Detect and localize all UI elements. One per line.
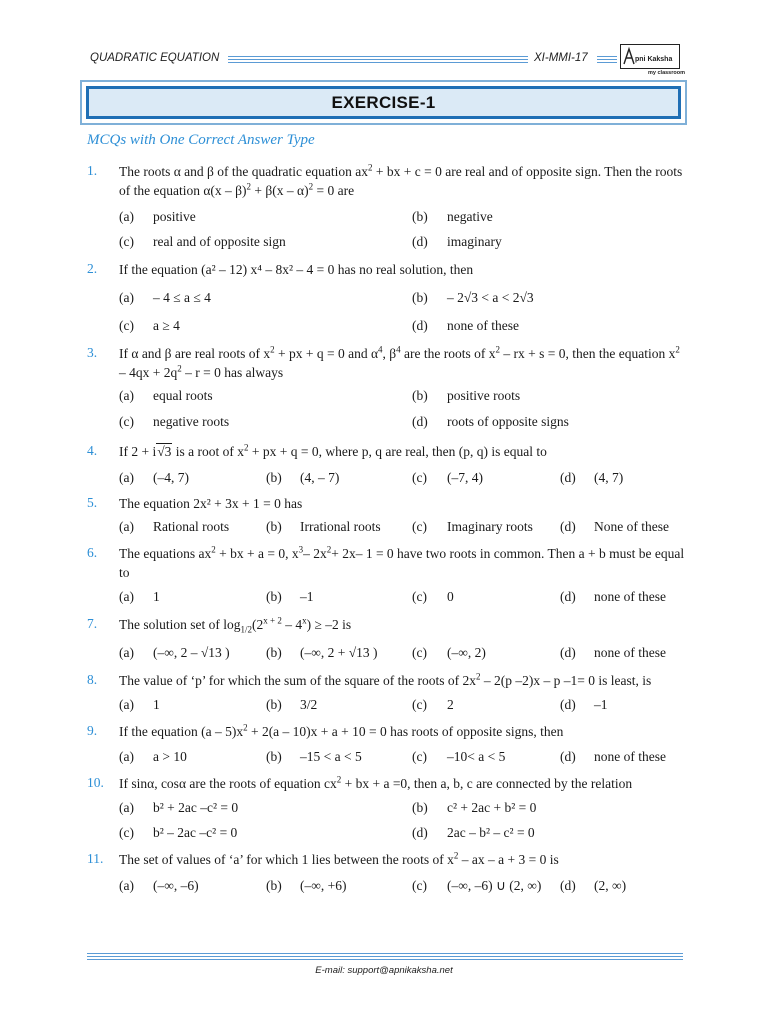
option-text: (–∞, 2 + √13 )	[300, 645, 378, 660]
question-text: The set of values of ‘a’ for which 1 lies between the roots of $x^2$ – ax – a + 3 = 0 is	[119, 850, 559, 867]
option-label: (b)	[412, 800, 428, 815]
option-label: (b)	[412, 209, 428, 224]
option-label: (c)	[119, 825, 134, 840]
option-label: (a)	[119, 878, 134, 893]
question-number: 11.	[87, 851, 104, 866]
question-text: If α and β are real roots of $x^2$ + px + q = 0 and $\alpha^4$, $\beta^4$ are the roots of $x^2$ – rx + s = 0, then the equation $x^2 - 4qx + 2q^2 - r = 0$ has always	[119, 344, 680, 380]
option-text: Irrational roots	[300, 519, 381, 534]
header-rule-short	[597, 56, 617, 65]
option-text: (–∞, –6) ∪ (2, ∞)	[447, 878, 542, 893]
question-number: 4.	[87, 443, 98, 458]
option-text: 1	[153, 697, 160, 712]
option-label: (d)	[560, 878, 576, 893]
question-text: The roots α and β of the quadratic equation $ax^2$ + bx + c = 0 are real and of opposite sign. Then the roots of the equation α(x – β)$^2$ + β(x – α)$^2$ = 0 are	[119, 162, 683, 198]
option-text: b² + 2ac –c² = 0	[153, 800, 239, 815]
option-text: roots of opposite signs	[447, 414, 569, 429]
option-label: (a)	[119, 749, 134, 764]
option-text: 2ac – b² – c² = 0	[447, 825, 535, 840]
question-number: 2.	[87, 261, 98, 276]
option-label: (c)	[412, 589, 427, 604]
option-text: b² – 2ac –c² = 0	[153, 825, 238, 840]
option-text: –15 < a < 5	[300, 749, 362, 764]
option-text: none of these	[594, 645, 666, 660]
question-text: If sinα, cosα are the roots of equation $cx^2$ + bx + a =0, then a, b, c are connected by the relation	[119, 774, 633, 791]
option-text: 3/2	[300, 697, 318, 712]
option-text: (2, ∞)	[594, 878, 627, 893]
option-label: (d)	[560, 645, 576, 660]
svg-text:pni Kaksha: pni Kaksha	[635, 56, 673, 63]
question-number: 5.	[87, 495, 98, 510]
option-text: none of these	[594, 589, 666, 604]
option-label: (b)	[266, 878, 282, 893]
option-text: equal roots	[153, 388, 213, 403]
option-text: – 2√3 < a < 2√3	[447, 290, 534, 305]
option-label: (a)	[119, 800, 134, 815]
question-number: 1.	[87, 163, 98, 178]
option-text: –1	[300, 589, 314, 604]
option-text: negative roots	[153, 414, 230, 429]
option-label: (d)	[560, 697, 576, 712]
option-text: (–4, 7)	[153, 470, 189, 485]
option-text: none of these	[447, 318, 519, 333]
option-text: negative	[447, 209, 493, 224]
option-label: (c)	[119, 414, 134, 429]
option-label: (a)	[119, 209, 134, 224]
option-label: (a)	[119, 470, 134, 485]
question-number: 8.	[87, 672, 98, 687]
option-text: (–7, 4)	[447, 470, 483, 485]
option-label: (a)	[119, 589, 134, 604]
option-text: – 4 ≤ a ≤ 4	[153, 290, 211, 305]
option-label: (b)	[266, 697, 282, 712]
option-text: imaginary	[447, 234, 502, 249]
option-label: (c)	[412, 645, 427, 660]
exercise-title: EXERCISE-1	[331, 92, 436, 112]
option-label: (a)	[119, 645, 134, 660]
option-text: 0	[447, 589, 454, 604]
option-text: real and of opposite sign	[153, 234, 286, 249]
option-text: (–∞, 2 – √13 )	[153, 645, 230, 660]
option-label: (c)	[412, 749, 427, 764]
question-number: 7.	[87, 616, 98, 631]
option-text: 1	[153, 589, 160, 604]
footer-email: E-mail: support@apnikaksha.net	[315, 965, 453, 976]
question-text: The equation 2x² + 3x + 1 = 0 has	[119, 496, 303, 511]
option-label: (c)	[412, 470, 427, 485]
question-number: 9.	[87, 723, 98, 738]
option-label: (a)	[119, 388, 134, 403]
option-label: (a)	[119, 519, 134, 534]
option-label: (b)	[266, 519, 282, 534]
option-label: (a)	[119, 697, 134, 712]
option-label: (c)	[119, 234, 134, 249]
page-code: XI-MMI-17	[534, 52, 588, 64]
option-label: (d)	[412, 318, 428, 333]
option-text: 2	[447, 697, 454, 712]
option-label: (c)	[412, 697, 427, 712]
option-label: (b)	[266, 749, 282, 764]
question-text: The solution set of $\log_{1/2}(2^{x + 2} - 4^x) \ge -2$ is	[119, 615, 352, 635]
option-text: (4, 7)	[594, 470, 624, 485]
option-label: (d)	[560, 470, 576, 485]
option-label: (b)	[266, 645, 282, 660]
option-label: (a)	[119, 290, 134, 305]
option-text: Imaginary roots	[447, 519, 533, 534]
option-label: (c)	[412, 878, 427, 893]
option-text: positive roots	[447, 388, 521, 403]
option-label: (c)	[412, 519, 427, 534]
option-label: (b)	[266, 589, 282, 604]
option-text: Rational roots	[153, 519, 230, 534]
svg-text:my classroom: my classroom	[648, 70, 685, 76]
option-text: (–∞, +6)	[300, 878, 347, 893]
exercise-banner	[86, 86, 681, 119]
option-text: (–∞, –6)	[153, 878, 199, 893]
question-number: 10.	[87, 775, 104, 790]
option-label: (d)	[412, 234, 428, 249]
question-text: If the equation $(a - 5)x^2 + 2(a - 10)x + a + 10 = 0$ has roots of opposite signs, then	[119, 722, 564, 739]
option-text: –10< a < 5	[447, 749, 506, 764]
option-label: (d)	[560, 749, 576, 764]
option-text: None of these	[594, 519, 669, 534]
question-text: If the equation (a² – 12) x⁴ – 8x² – 4 = 0 has no real solution, then	[119, 262, 474, 277]
option-text: (–∞, 2)	[447, 645, 486, 660]
option-text: a ≥ 4	[153, 318, 180, 333]
question-text: If 2 + i√3 is a root of $x^2$ + px + q = 0, where p, q are real, then (p, q) is equal to	[119, 442, 547, 459]
option-label: (d)	[560, 589, 576, 604]
footer-rule	[87, 953, 683, 962]
option-label: (b)	[412, 290, 428, 305]
option-label: (d)	[412, 414, 428, 429]
chapter-title: QUADRATIC EQUATION	[90, 52, 220, 64]
option-text: –1	[594, 697, 608, 712]
option-text: none of these	[594, 749, 666, 764]
option-text: c² + 2ac + b² = 0	[447, 800, 537, 815]
question-text: The equations $ax^2$ + bx + a = 0, $x^3-$ $2x^2+ 2x-$ 1 = 0 have two roots in common. Then a + b must be equal to	[119, 544, 685, 580]
apni-kaksha-logo	[620, 44, 685, 76]
option-text: a > 10	[153, 749, 187, 764]
question-text: The value of ‘p’ for which the sum of the square of the roots of $2x^2 - 2(p$ –2)x – p –1= 0 is least, is	[119, 671, 652, 688]
option-label: (d)	[412, 825, 428, 840]
section-title: MCQs with One Correct Answer Type	[87, 132, 315, 148]
option-label: (b)	[266, 470, 282, 485]
option-label: (b)	[412, 388, 428, 403]
option-label: (d)	[560, 519, 576, 534]
option-text: positive	[153, 209, 196, 224]
option-text: (4, – 7)	[300, 470, 340, 485]
question-number: 3.	[87, 345, 98, 360]
header-rule	[228, 56, 528, 64]
question-number: 6.	[87, 545, 98, 560]
option-label: (c)	[119, 318, 134, 333]
